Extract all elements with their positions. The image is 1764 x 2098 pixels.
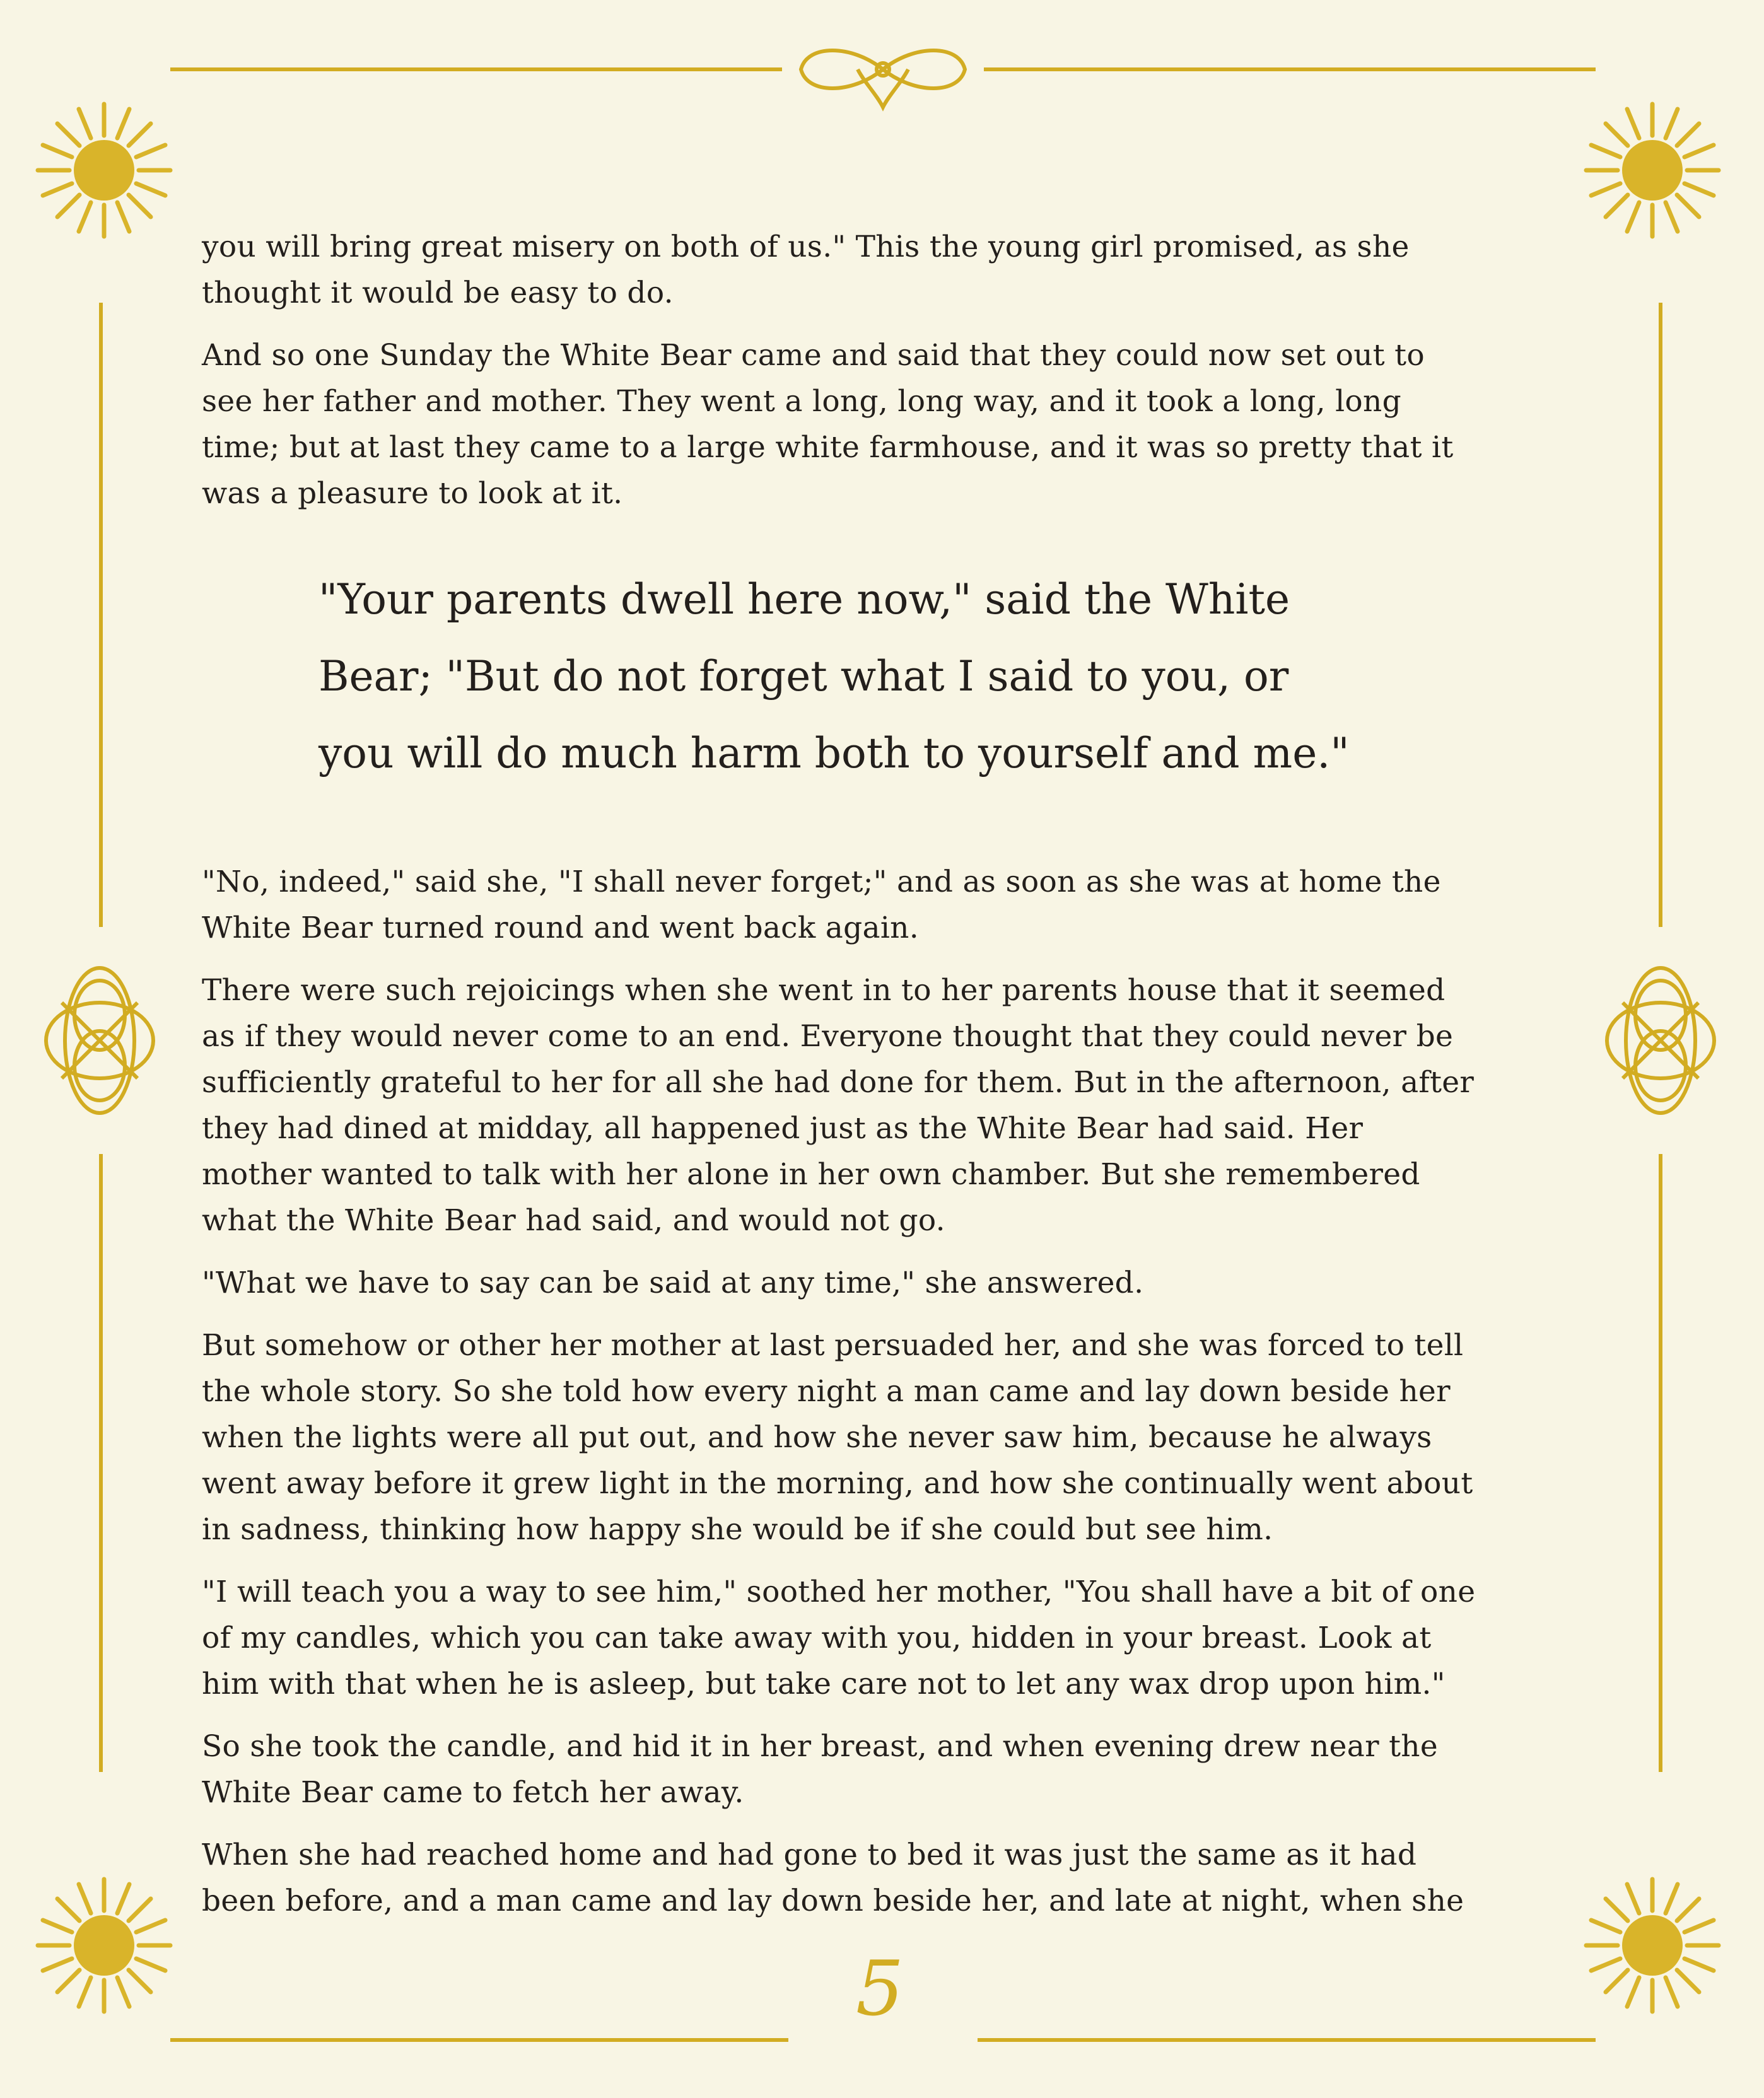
knot-flourish-icon [1607, 968, 1714, 1113]
paragraph: So she took the candle, and hid it in her breast, and when evening drew near the White Bear came to fetch her away. [202, 1729, 1438, 1810]
sun-icon [1586, 1879, 1719, 2012]
paragraph: When she had reached home and had gone to bed it was just the same as it had been before, and a man came and lay down beside her, and late at night, when she [202, 1838, 1464, 1918]
page-number: 5 [855, 1945, 904, 2033]
paragraph: "I will teach you a way to see him," soothed her mother, "You shall have a bit of one of my candles, which you can take away with you, hidden in your breast. Look at him with that when he is asleep, but take care not to let any wax drop upon him." [202, 1575, 1476, 1701]
body-text-bottom [202, 859, 1476, 1940]
sun-icon [38, 1879, 170, 2012]
paragraph: And so one Sunday the White Bear came and said that they could now set out to see her father and mother. They went a long, long way, and it took a long, long time; but at last they came to a large white farmhouse, and it was so pretty that it was a pleasure to look at it. [202, 338, 1454, 511]
paragraph: There were such rejoicings when she went in to her parents house that it seemed as if they would never come to an end. Everyone thought that they could never be sufficiently grateful to her for all she had done for them. But in the afternoon, after they had dined at midday, all happened just as the White Bear had said. Her mother wanted to talk with her alone in her own chamber. But she remembered what the White Bear had said, and would not go. [202, 973, 1475, 1238]
sun-icon [1586, 104, 1719, 236]
paragraph: you will bring great misery on both of us." This the young girl promised, as she thought it would be easy to do. [202, 230, 1410, 310]
pull-quote: "Your parents dwell here now," said the White Bear; "But do not forget what I said to you, or you will do much harm both to yourself and me." [318, 575, 1350, 778]
paragraph: But somehow or other her mother at last persuaded her, and she was forced to tell the whole story. So she told how every night a man came and lay down beside her when the lights were all put out, and how she never saw him, because he always went away before it grew light in the morning, and how she continually went about in sadness, thinking how happy she would be if she could but see him. [202, 1328, 1473, 1547]
knot-flourish-icon [46, 968, 153, 1113]
scroll-flourish-icon [801, 50, 965, 107]
paragraph: "What we have to say can be said at any time," she answered. [202, 1266, 1144, 1300]
body-text-top [202, 224, 1476, 533]
sun-icon [38, 104, 170, 236]
paragraph: "No, indeed," said she, "I shall never forget;" and as soon as she was at home the White Bear turned round and went back again. [202, 865, 1441, 945]
